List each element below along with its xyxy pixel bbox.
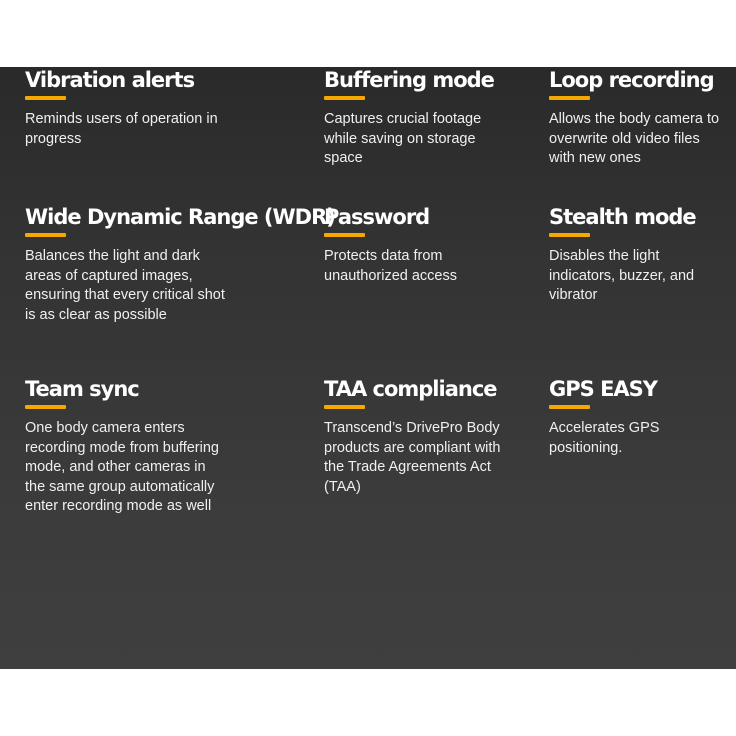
feature-team-sync xyxy=(25,376,225,517)
feature-buffering-mode xyxy=(324,67,504,169)
feature-title: Stealth mode xyxy=(549,205,696,229)
feature-vibration-alerts xyxy=(25,67,225,149)
feature-description: Protects data from unauthorized access xyxy=(324,248,457,284)
feature-gps-easy xyxy=(549,376,724,458)
accent-underline xyxy=(549,96,590,100)
feature-stealth-mode xyxy=(549,204,724,306)
feature-description: One body camera enters recording mode from buffering mode, and other cameras in the same group automatically enter recording mode as well xyxy=(25,420,219,514)
feature-description: Balances the light and dark areas of captured images, ensuring that every critical shot is as clear as possible xyxy=(25,248,225,323)
feature-password xyxy=(324,204,504,286)
feature-description: Allows the body camera to overwrite old video files with new ones xyxy=(549,111,720,166)
feature-title: Buffering mode xyxy=(324,68,494,92)
accent-underline xyxy=(25,405,66,409)
accent-underline xyxy=(549,405,590,409)
feature-title: Wide Dynamic Range (WDR) xyxy=(25,205,335,229)
feature-description: Transcend’s DrivePro Body products are compliant with the Trade Agreements Act (TAA) xyxy=(324,420,501,495)
accent-underline xyxy=(324,96,365,100)
feature-description: Captures crucial footage while saving on storage space xyxy=(324,111,482,166)
features-panel xyxy=(0,67,736,669)
feature-title: Vibration alerts xyxy=(25,68,195,92)
feature-description: Accelerates GPS positioning. xyxy=(549,420,660,456)
feature-title: Loop recording xyxy=(549,68,714,92)
feature-title: Team sync xyxy=(25,377,139,401)
feature-loop-recording xyxy=(549,67,724,169)
feature-title: Password xyxy=(324,205,430,229)
feature-description: Disables the light indicators, buzzer, and vibrator xyxy=(549,248,695,303)
accent-underline xyxy=(324,405,365,409)
accent-underline xyxy=(324,233,365,237)
feature-wdr xyxy=(25,204,335,325)
feature-taa-compliance xyxy=(324,376,504,497)
feature-title: GPS EASY xyxy=(549,377,657,401)
feature-description: Reminds users of operation in progress xyxy=(25,111,218,147)
accent-underline xyxy=(549,233,590,237)
accent-underline xyxy=(25,233,66,237)
feature-title: TAA compliance xyxy=(324,377,497,401)
accent-underline xyxy=(25,96,66,100)
